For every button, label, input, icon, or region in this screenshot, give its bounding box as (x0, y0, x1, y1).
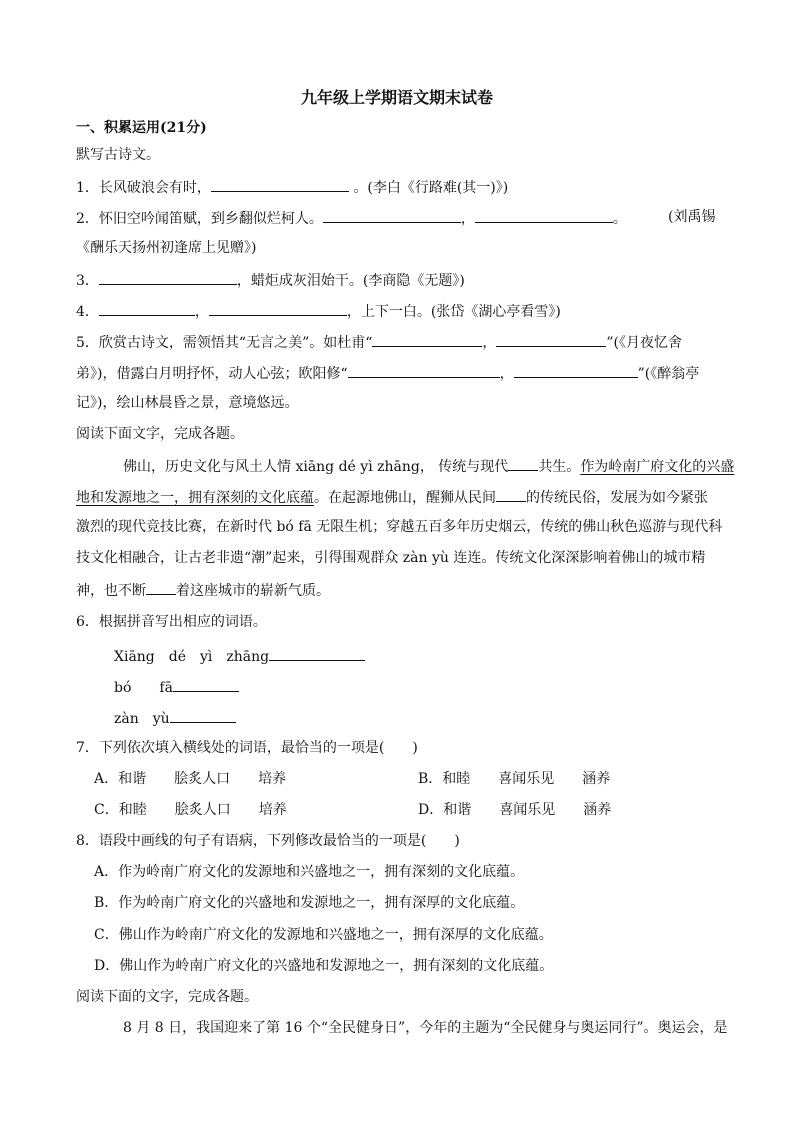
answer-blank[interactable] (508, 455, 538, 471)
question-number: 4． (76, 304, 99, 320)
passage-line (76, 579, 330, 601)
option-a[interactable]: A．和谐 脍炙人口 培养 (94, 771, 287, 787)
passage-text: 共生。 (538, 459, 581, 475)
passage-text: 着这座城市的崭新气质。 (176, 583, 330, 599)
question-5-line-3: 记》)，绘山林晨昏之景，意境悠远。 (76, 395, 299, 411)
answer-blank[interactable] (496, 486, 526, 502)
answer-blank[interactable] (514, 362, 638, 378)
answer-blank[interactable] (323, 207, 461, 223)
answer-blank[interactable] (99, 269, 237, 285)
question-5-line-2 (76, 362, 699, 384)
question-3 (76, 269, 465, 291)
question-text: ”(《醉翁亭 (637, 366, 700, 382)
option-c[interactable]: C．佛山作为岭南广府文化的发源地和兴盛地之一，拥有深厚的文化底蕴。 (94, 927, 553, 943)
answer-blank[interactable] (209, 300, 347, 316)
answer-blank[interactable] (496, 331, 606, 347)
pinyin-item (114, 707, 236, 729)
passage-line: 激烈的现代竞技比赛，在新时代 bó fā 无限生机；穿越五百多年历史烟云，传统的佛山秋色巡游与现代科 (76, 519, 723, 535)
option-a[interactable]: A．作为岭南广府文化的发源地和兴盛地之一，拥有深刻的文化底蕴。 (94, 864, 525, 880)
instruction-text: 阅读下面文字，完成各题。 (76, 426, 244, 442)
question-source: (刘禹锡 (668, 209, 716, 225)
passage-line (123, 455, 734, 477)
underlined-sentence: 地和发源地之一，拥有深刻的文化底蕴 (76, 490, 314, 506)
question-2 (76, 207, 627, 229)
question-text: 2．怀旧空吟闻笛赋，到乡翻似烂柯人。 (76, 211, 323, 227)
punctuation: ， (194, 304, 209, 320)
option-b[interactable]: B．和睦 喜闻乐见 涵养 (418, 771, 611, 787)
answer-blank[interactable] (269, 645, 365, 661)
question-6: 6．根据拼音写出相应的词语。 (76, 614, 267, 630)
passage-text: 神，也不断 (76, 583, 146, 599)
answer-blank[interactable] (348, 362, 500, 378)
passage-text: 。在起源地佛山，醒狮从民间 (314, 490, 496, 506)
passage-line: 技文化相融合，让古老非遗“潮”起来，引得围观群众 zàn yù 连连。传统文化深深影响着佛山的城市精 (76, 550, 706, 566)
question-1 (76, 176, 508, 198)
question-text: ，上下一白。(张岱《湖心亭看雪》) (346, 304, 561, 320)
question-text: 5．欣赏古诗文，需领悟其“无言之美”。如杜甫“ (76, 335, 373, 351)
page-title: 九年级上学期语文期末试卷 (300, 88, 493, 107)
punctuation: ， (482, 335, 497, 351)
answer-blank[interactable] (372, 331, 482, 347)
question-text: 1．长风破浪会有时， (76, 180, 211, 196)
section-heading: 一、积累运用(21分) (76, 120, 207, 136)
passage-text: 的传统民俗，发展为如今紧张 (526, 490, 708, 506)
answer-blank[interactable] (475, 207, 613, 223)
question-8: 8．语段中画线的句子有语病，下列修改最恰当的一项是( ) (76, 833, 460, 849)
question-text: 弟》)，借露白月明抒怀，动人心弦；欧阳修“ (76, 366, 348, 382)
instruction-text: 阅读下面的文字，完成各题。 (76, 989, 258, 1005)
pinyin-text: bó fā (114, 680, 173, 696)
pinyin-item (114, 645, 365, 667)
passage-line: 8 月 8 日，我国迎来了第 16 个“全民健身日”，今年的主题为“全民健身与奥运同行”。奥运会，是 (123, 1020, 728, 1036)
question-number: 3． (76, 273, 99, 289)
answer-blank[interactable] (211, 176, 349, 192)
instruction-text: 默写古诗文。 (76, 147, 160, 163)
question-source: 。(李白《行路难(其一)》) (353, 180, 509, 196)
answer-blank[interactable] (146, 579, 176, 595)
punctuation: 。 (612, 211, 627, 227)
option-b[interactable]: B．作为岭南广府文化的兴盛地和发源地之一，拥有深厚的文化底蕴。 (94, 895, 525, 911)
pinyin-text: Xiāng dé yì zhāng (114, 649, 270, 665)
pinyin-text: zàn yù (114, 711, 170, 727)
answer-blank[interactable] (99, 300, 195, 316)
passage-text: 佛山，历史文化与风土人情 xiāng dé yì zhāng， 传统与现代 (123, 459, 509, 475)
option-c[interactable]: C．和睦 脍炙人口 培养 (94, 802, 287, 818)
question-text: ”(《月夜忆舍 (606, 335, 683, 351)
underlined-sentence: 作为岭南广府文化的兴盛 (580, 459, 735, 475)
punctuation: ， (460, 211, 475, 227)
answer-blank[interactable] (173, 676, 239, 692)
option-d[interactable]: D．佛山作为岭南广府文化的兴盛地和发源地之一，拥有深刻的文化底蕴。 (94, 958, 554, 974)
option-d[interactable]: D．和谐 喜闻乐见 涵养 (418, 802, 612, 818)
question-7: 7．下列依次填入横线处的词语，最恰当的一项是( ) (76, 740, 418, 756)
question-text: ，蜡炬成灰泪始干。(李商隐《无题》) (236, 273, 465, 289)
pinyin-item (114, 676, 239, 698)
question-source: 《酬乐天扬州初逢席上见赠》) (76, 240, 257, 256)
answer-blank[interactable] (170, 707, 236, 723)
passage-line (76, 486, 708, 508)
question-5 (76, 331, 682, 353)
question-4 (76, 300, 561, 322)
punctuation: ， (499, 366, 514, 382)
